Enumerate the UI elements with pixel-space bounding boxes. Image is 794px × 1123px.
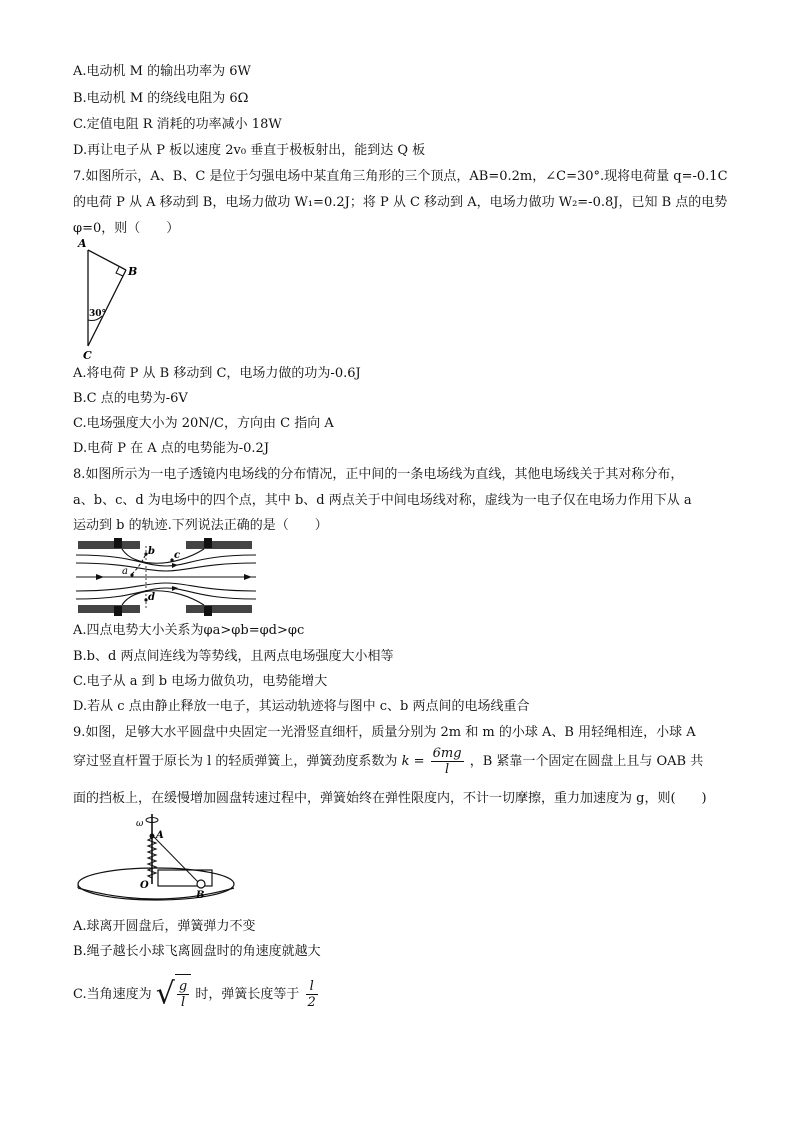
q6-option-a: A.电动机 M 的输出功率为 6W [73,64,251,79]
q7-option-a: A.将电荷 P 从 B 移动到 C，电场力做的功为-0.6J [73,366,361,381]
q8-electron-lens-figure [74,538,258,618]
q9-stem-line2 [73,744,703,780]
q9-option-c-frac-den: 2 [307,995,316,1010]
q8-stem-line3: 运动到 b 的轨迹.下列说法正确的是（ ） [73,518,328,533]
q9-option-c-sqrt-fraction [177,979,189,1010]
q7-side-ab [88,250,126,270]
q8-stem-line1: 8.如图所示为一电子透镜内电场线的分布情况，正中间的一条电场线为直线，其他电场线关于其对称分布， [73,467,684,482]
q9-option-c-sqrt-den: l [180,995,186,1010]
q9-label-a: A [156,830,164,841]
q7-stem-line2: 的电荷 P 从 A 移动到 B，电场力做功 W₁=0.2J；将 P 从 C 移动到 A，电场力做功 W₂=-0.8J，已知 B 点的电势 [73,195,728,210]
q9-stem-line3: 面的挡板上，在缓慢增加圆盘转速过程中，弹簧始终在弹性限度内，不计一切摩擦，重力加速度为 g，则( ) [73,791,707,806]
q7-label-c: C [83,349,92,362]
q9-option-c-fraction [306,979,318,1010]
q8-plate-top-left [78,541,140,549]
q8-plate-top-right [186,541,252,549]
q9-k-lhs: k = [401,754,425,769]
q7-option-c: C.电场强度大小为 20N/C，方向由 C 指向 A [73,416,334,431]
q9-ball-b [197,880,205,888]
q6-option-c: C.定值电阻 R 消耗的功率减小 18W [73,117,282,132]
q9-option-c-sqrt: √ $\frac{g}{l}$ [156,974,191,1015]
q8-label-d: d [148,592,155,603]
q9-k-numerator: 6mg [432,746,462,761]
q9-stem-line2-post: ，B 紧靠一个固定在圆盘上且与 OAB 共 [469,754,704,769]
q8-label-b: b [148,546,155,557]
q8-option-b: B.b、d 两点间连线为等势线，且两点电场强度大小相等 [73,649,394,664]
q8-field-line-lower-inner [76,583,256,591]
q6-option-d: D.再让电子从 P 板以速度 2v₀ 垂直于极板射出，能到达 Q 板 [73,143,426,158]
q9-disk-figure [74,812,238,904]
q9-option-c [73,974,320,1015]
q9-k-fraction [431,746,464,777]
q7-angle-label: 30° [89,309,107,319]
q9-option-c-sqrt-num: g [178,979,188,994]
q8-plate-bottom-left [78,605,140,613]
q8-electron-trajectory [132,554,146,574]
q6-option-b: B.电动机 M 的绕线电阻为 6Ω [73,91,249,106]
q8-option-d: D.若从 c 点由静止释放一电子，其运动轨迹将与图中 c、b 两点间的电场线重合 [73,699,530,714]
q7-side-bc [88,270,126,346]
q9-label-o: O [140,880,149,891]
q9-option-c-frac-num: l [306,979,318,995]
q9-label-omega: ω [136,819,144,829]
q7-triangle-figure [74,238,144,362]
q9-option-c-pre: C.当角速度为 [73,987,152,1002]
q7-label-b: B [128,265,138,278]
q9-label-b: B [196,890,205,901]
q8-plate-bottom-right [186,605,252,613]
q9-stem-line1: 9.如图，足够大水平圆盘中央固定一光滑竖直细杆，质量分别为 2m 和 m 的小球 A、B 用轻绳相连，小球 A [73,725,696,740]
q7-stem-line3: φ=0，则（ ） [73,221,180,236]
q8-label-a: a [122,566,128,577]
q7-option-d: D.电荷 P 在 A 点的电势能为-0.2J [73,441,270,456]
q8-option-a: A.四点电势大小关系为φa>φb=φd>φc [73,623,305,638]
q8-stem-line2: a、b、c、d 为电场中的四个点，其中 b、d 两点关于中间电场线对称，虚线为一电子仅在电场力作用下从 a [73,493,692,508]
q9-stem-line2-pre: 穿过竖直杆置于原长为 l 的轻质弹簧上，弹簧劲度系数为 [73,754,398,769]
q8-option-c: C.电子从 a 到 b 电场力做负功，电势能增大 [73,674,328,689]
q7-stem-line1: 7.如图所示，A、B、C 是位于匀强电场中某直角三角形的三个顶点，AB=0.2m，∠C=30°.现将电荷量 q=-0.1C [73,169,728,184]
q9-option-b: B.绳子越长小球飞离圆盘时的角速度就越大 [73,944,321,959]
q8-label-c: c [174,550,181,561]
q9-option-c-mid: 时，弹簧长度等于 [195,987,300,1002]
q9-string [153,836,200,884]
q9-option-a: A.球离开圆盘后，弹簧弹力不变 [73,919,256,934]
q9-k-denominator: l [445,762,450,777]
q7-option-b: B.C 点的电势为-6V [73,391,188,406]
q7-label-a: A [78,238,87,250]
q8-field-line-upper-inner [76,563,256,571]
